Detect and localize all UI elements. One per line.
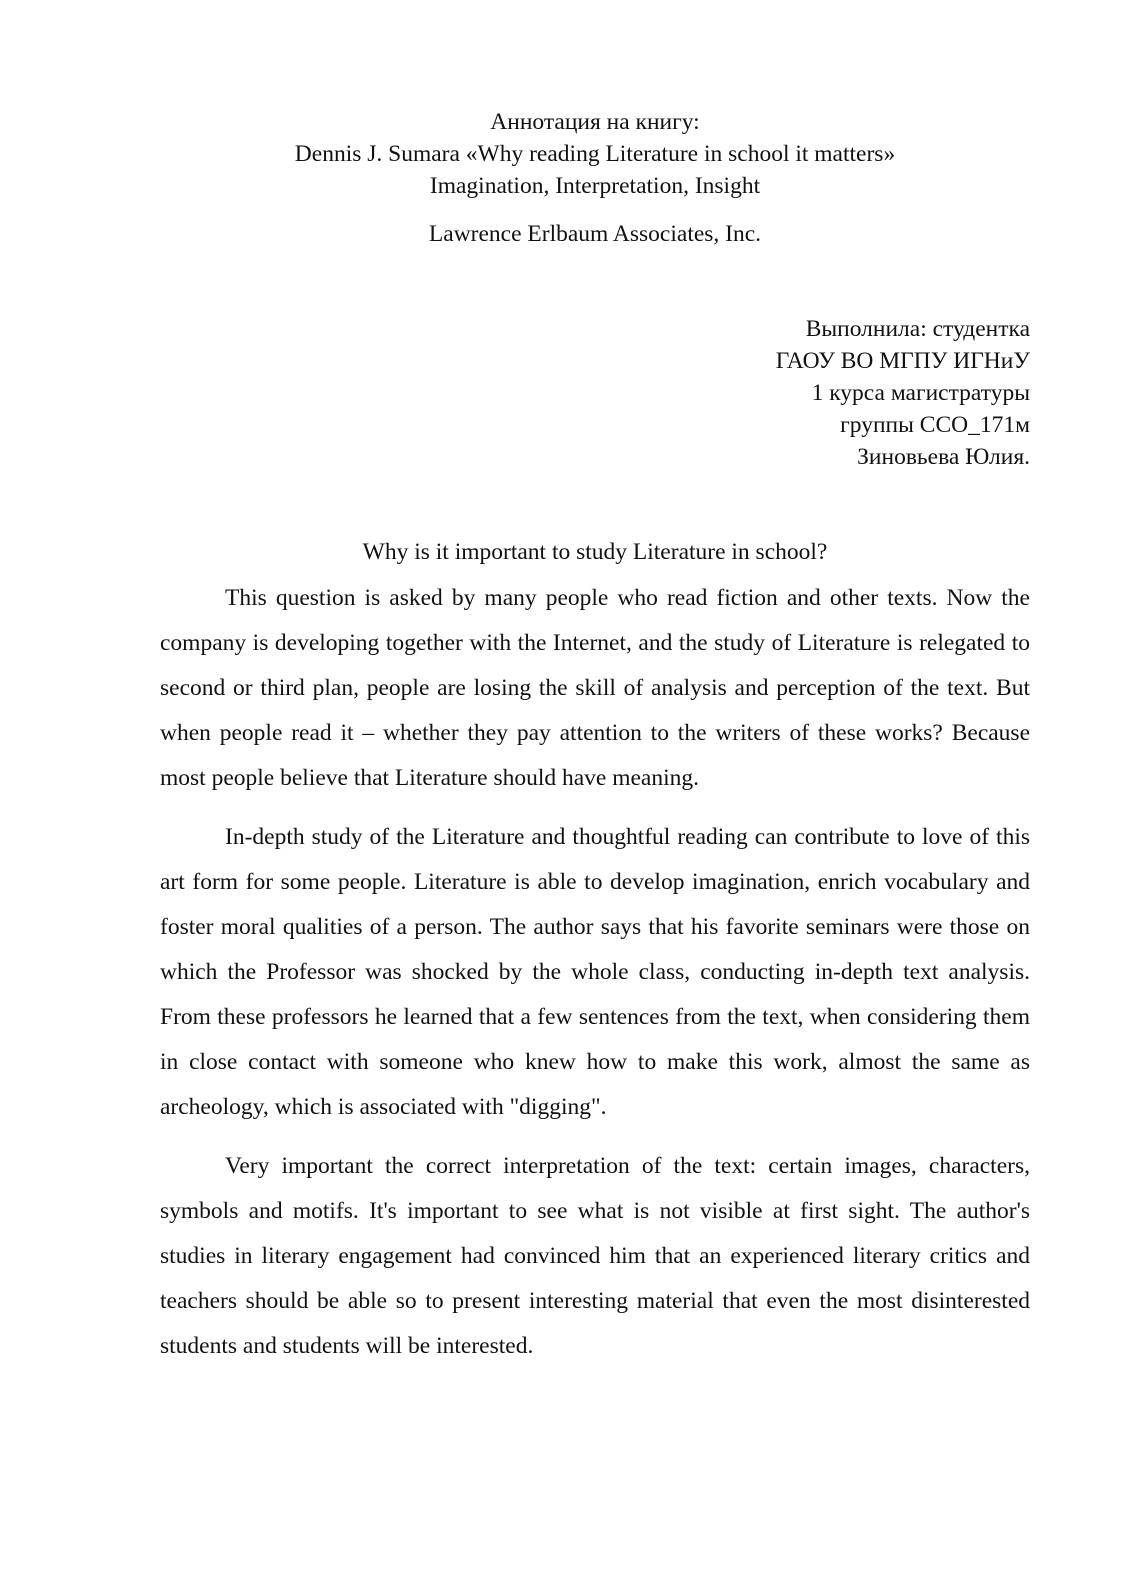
student-info-line: Зиновьева Юлия. bbox=[857, 444, 1030, 470]
student-info-line: Выполнила: студентка bbox=[805, 316, 1030, 342]
student-info-block bbox=[560, 313, 1030, 473]
student-info-line: ГАОУ ВО МГПУ ИГНиУ bbox=[775, 348, 1030, 374]
title-block bbox=[160, 106, 1030, 250]
section-question: Why is it important to study Literature in school? bbox=[362, 539, 828, 565]
book-title: Dennis J. Sumara «Why reading Literature in school it matters» bbox=[294, 141, 896, 167]
annotation-heading: Аннотация на книгу: bbox=[490, 109, 700, 135]
student-info-line: 1 курса магистратуры bbox=[811, 380, 1030, 406]
student-info-line: группы ССО_171м bbox=[840, 412, 1030, 438]
book-subtitle: Imagination, Interpretation, Insight bbox=[429, 173, 761, 199]
paragraph: In-depth study of the Literature and thoughtful reading can contribute to love of this art form for some people. Literature is able to develop imagination, enrich vocabulary and foster moral qualities of a person. The author says that his favorite seminars were those on which the Professor was shocked by the whole class, conducting in-depth text analysis. From these professors he learned that a few sentences from the text, when considering them in close contact with someone who knew how to make this work, almost the same as archeology, which is associated with "digging". bbox=[160, 824, 1030, 1120]
body-text bbox=[160, 576, 1030, 1383]
publisher: Lawrence Erlbaum Associates, Inc. bbox=[428, 221, 762, 247]
paragraph: This question is asked by many people who read fiction and other texts. Now the company is developing together with the Internet, and the study of Literature is relegated to second or third plan, people are losing the skill of analysis and perception of the text. But when people read it – whether they pay attention to the writers of these works? Because most people believe that Literature should have meaning. bbox=[160, 585, 1030, 791]
paragraph: Very important the correct interpretation of the text: certain images, characters, symbols and motifs. It's important to see what is not visible at first sight. The author's studies in literary engagement had convinced him that an experienced literary critics and teachers should be able so to present interesting material that even the most disinterested students and students will be interested. bbox=[160, 1153, 1030, 1359]
